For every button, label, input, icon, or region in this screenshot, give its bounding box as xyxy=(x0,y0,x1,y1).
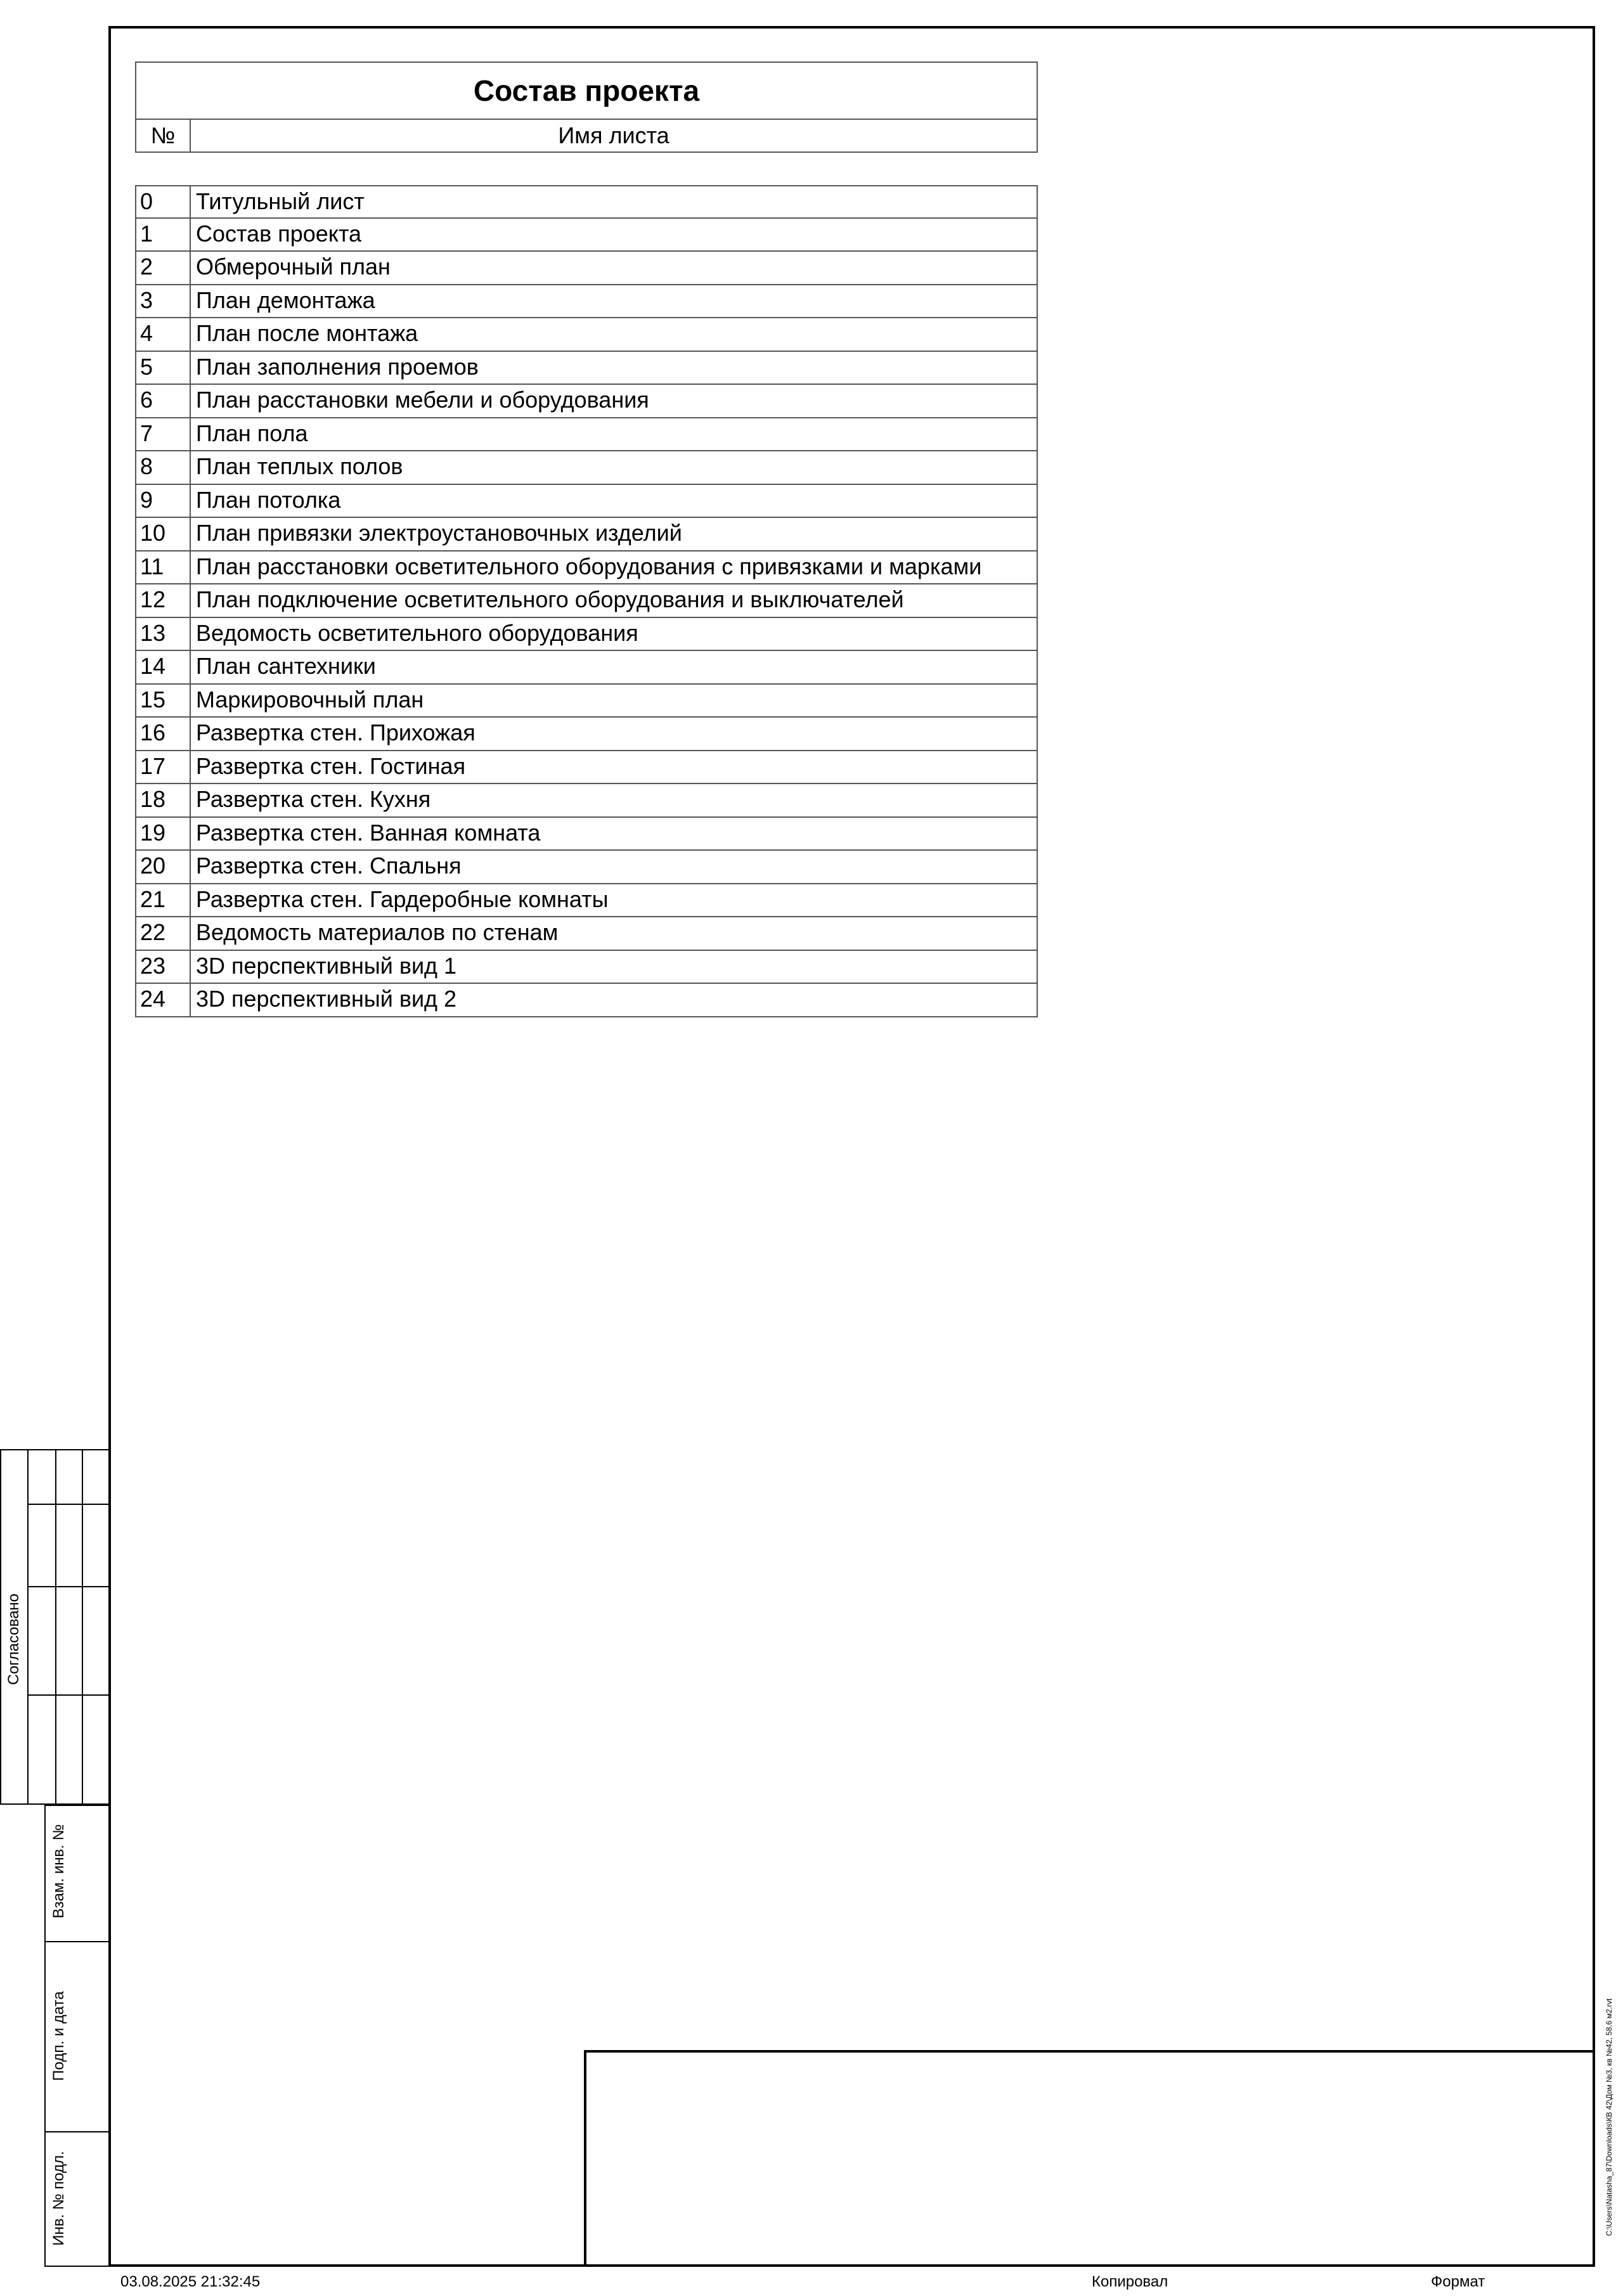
file-path: C:\Users\Natasha_87\Downloads\КВ 42\Дом №3, кв №42, 58,6 м2.rvt xyxy=(1605,1998,1613,2236)
sheet-name: Состав проекта xyxy=(196,220,362,247)
sheet-name: Развертка стен. Ванная комната xyxy=(196,819,541,846)
sheet-name: Титульный лист xyxy=(196,188,365,214)
table-row xyxy=(135,485,1038,519)
agreed-label: Согласовано xyxy=(5,1593,22,1686)
sheet-number: 6 xyxy=(136,385,191,417)
sheet-number: 10 xyxy=(136,518,191,550)
table-row xyxy=(135,518,1038,551)
sheet-name: План сантехники xyxy=(196,653,376,679)
column-header-sheet-name: Имя листа xyxy=(190,119,1037,152)
sheet-name: План заполнения проемов xyxy=(196,353,479,380)
table-row xyxy=(135,984,1038,1017)
sheet-number: 5 xyxy=(136,352,191,384)
table-row xyxy=(135,285,1038,319)
table-row xyxy=(135,751,1038,785)
table-row xyxy=(135,784,1038,818)
table-row xyxy=(135,318,1038,352)
sheet-number: 20 xyxy=(136,851,191,883)
sheet-number: 14 xyxy=(136,651,191,683)
sheet-list xyxy=(135,185,1038,1017)
table-row xyxy=(135,185,1038,219)
table-row xyxy=(135,252,1038,285)
sheet-number: 4 xyxy=(136,318,191,351)
sheet-number: 9 xyxy=(136,485,191,517)
sheet-number: 13 xyxy=(136,618,191,650)
table-row xyxy=(135,685,1038,718)
sheet-number: 16 xyxy=(136,718,191,750)
table-row xyxy=(135,618,1038,652)
sheet-number: 3 xyxy=(136,285,191,318)
sheet-name: Ведомость осветительного оборудования xyxy=(196,619,638,646)
sheet-name: Развертка стен. Кухня xyxy=(196,786,431,812)
sheet-number: 2 xyxy=(136,252,191,284)
table-row xyxy=(135,651,1038,685)
sheet-name: План подключение осветительного оборудования и выключателей xyxy=(196,586,904,612)
sheet-name: План демонтажа xyxy=(196,287,375,313)
sheet-name: Обмерочный план xyxy=(196,254,391,280)
sheet-number: 21 xyxy=(136,884,191,917)
sheet-name: План расстановки мебели и оборудования xyxy=(196,387,649,413)
sheet-number: 17 xyxy=(136,751,191,784)
sheet-name: План расстановки осветительного оборудования с привязками и марками xyxy=(196,553,982,579)
table-row xyxy=(135,851,1038,884)
sign-date-label: Подп. и дата xyxy=(50,1991,67,2081)
inventory-original-label: Инв. № подл. xyxy=(50,2151,67,2246)
table-row xyxy=(135,418,1038,452)
table-row xyxy=(135,818,1038,851)
title-block xyxy=(584,2050,1595,2267)
table-row xyxy=(135,451,1038,485)
sheet-name: Ведомость материалов по стенам xyxy=(196,919,559,945)
table-row xyxy=(135,718,1038,751)
replace-inventory-label: Взам. инв. № xyxy=(50,1824,67,1919)
table-row xyxy=(135,917,1038,951)
sheet-number: 18 xyxy=(136,784,191,816)
sheet-number: 15 xyxy=(136,685,191,717)
table-title: Состав проекта xyxy=(136,62,1037,119)
table-row xyxy=(135,584,1038,618)
sheet-number: 12 xyxy=(136,584,191,617)
sheet-name: План теплых полов xyxy=(196,453,403,479)
copied-label: Копировал xyxy=(1092,2273,1168,2290)
table-row xyxy=(135,385,1038,418)
sheet-name: 3D перспективный вид 1 xyxy=(196,952,457,979)
sheet-number: 24 xyxy=(136,984,191,1016)
table-row xyxy=(135,951,1038,984)
sheet-name: 3D перспективный вид 2 xyxy=(196,986,457,1012)
sheet-name: План после монтажа xyxy=(196,320,418,346)
table-row xyxy=(135,219,1038,252)
sheet-name: Маркировочный план xyxy=(196,686,424,713)
sheet-number: 19 xyxy=(136,818,191,850)
sheet-name: План привязки электроустановочных изделий xyxy=(196,520,682,546)
sheet-name: Развертка стен. Прихожая xyxy=(196,719,475,745)
sheet-number: 11 xyxy=(136,551,191,584)
print-timestamp: 03.08.2025 21:32:45 xyxy=(120,2273,261,2290)
table-row xyxy=(135,352,1038,385)
table-row xyxy=(135,551,1038,585)
column-header-number: № xyxy=(136,119,190,152)
title-table xyxy=(135,61,1038,153)
table-row xyxy=(135,884,1038,918)
sheet-name: План пола xyxy=(196,420,308,446)
sheet-name: Развертка стен. Гардеробные комнаты xyxy=(196,886,609,912)
sheet-number: 8 xyxy=(136,451,191,484)
sheet-name: План потолка xyxy=(196,486,341,513)
format-label: Формат xyxy=(1431,2273,1485,2290)
sheet-number: 1 xyxy=(136,219,191,251)
sheet-number: 23 xyxy=(136,951,191,983)
sheet-number: 0 xyxy=(136,186,191,217)
sheet-name: Развертка стен. Спальня xyxy=(196,853,462,879)
sheet-name: Развертка стен. Гостиная xyxy=(196,752,466,779)
sheet-number: 7 xyxy=(136,418,191,451)
sheet-number: 22 xyxy=(136,917,191,950)
